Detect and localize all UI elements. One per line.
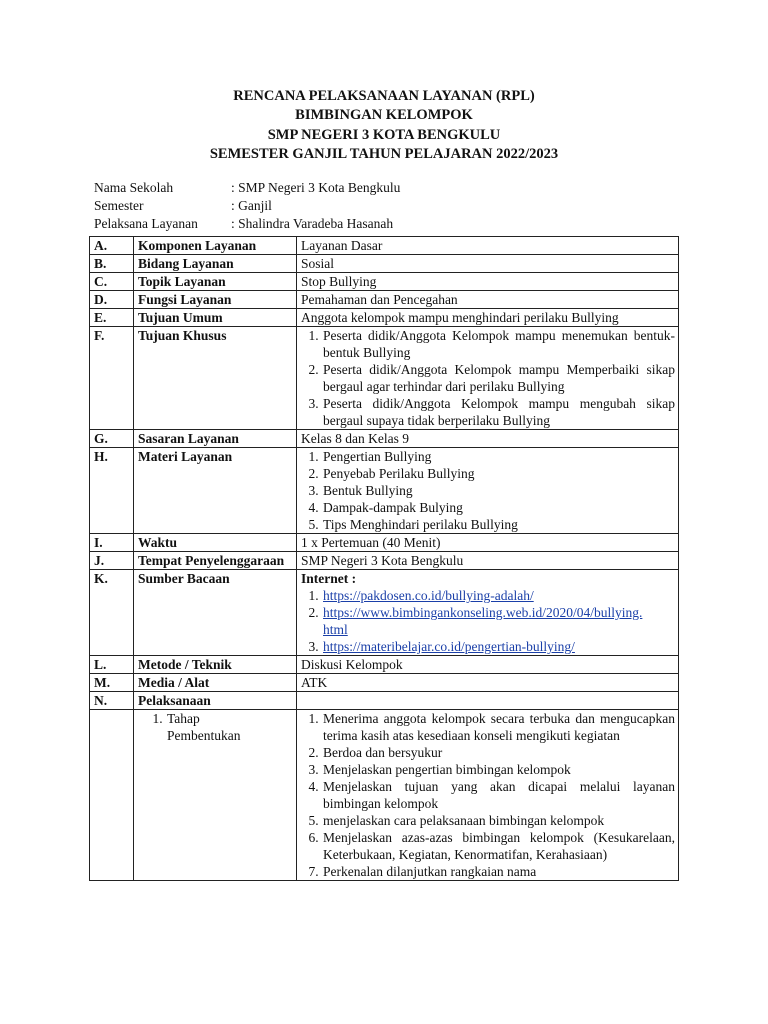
row-code: F. [90, 327, 134, 430]
table-row [90, 448, 679, 534]
table-row [90, 255, 679, 273]
table-row [90, 237, 679, 255]
row-label: Pelaksanaan [134, 692, 297, 710]
row-code: E. [90, 309, 134, 327]
list-item: 3. Menjelaskan pengertian bimbingan kelompok [322, 761, 675, 778]
doc-title-line3: SMP NEGERI 3 KOTA BENGKULU [267, 127, 501, 143]
row-label: Tujuan Umum [134, 309, 297, 327]
row-code: C. [90, 273, 134, 291]
row-value: Pemahaman dan Pencegahan [297, 291, 679, 309]
row-code [90, 710, 134, 881]
row-label: Tempat Penyelenggaraan [134, 552, 297, 570]
doc-title-line4: SEMESTER GANJIL TAHUN PELAJARAN 2022/2023 [209, 146, 559, 162]
sources-heading: Internet : [301, 571, 357, 586]
list-item: 5. menjelaskan cara pelaksanaan bimbingan kelompok [322, 812, 675, 829]
row-label: Tujuan Khusus [134, 327, 297, 430]
row-value: Layanan Dasar [297, 237, 679, 255]
meta-key: Nama Sekolah [94, 180, 174, 195]
list-item: 2. Berdoa dan bersyukur [322, 744, 675, 761]
row-value [297, 327, 679, 430]
stage-steps [297, 710, 679, 881]
list-item: 3. Peserta didik/Anggota Kelompok mampu mengubah sikap bergaul supaya tidak berperilaku Bullying [322, 395, 675, 429]
source-link[interactable]: https://www.bimbingankonseling.web.id/2020/04/bullying.html [323, 605, 643, 637]
list-item: 1. Pengertian Bullying [322, 448, 675, 465]
list-item [322, 604, 675, 638]
row-value: Anggota kelompok mampu menghindari perilaku Bullying [297, 309, 679, 327]
source-link[interactable]: https://pakdosen.co.id/bullying-adalah/ [323, 588, 534, 603]
list-item: 4. Menjelaskan tujuan yang akan dicapai melalui layanan bimbingan kelompok [322, 778, 675, 812]
row-value: ATK [297, 674, 679, 692]
row-code: D. [90, 291, 134, 309]
row-code: H. [90, 448, 134, 534]
table-row [90, 327, 679, 430]
meta-executor [94, 215, 393, 232]
row-label: Topik Layanan [134, 273, 297, 291]
row-value: Sosial [297, 255, 679, 273]
row-label: Komponen Layanan [134, 237, 297, 255]
meta-school [94, 179, 400, 196]
rpl-table [89, 236, 679, 881]
row-code: A. [90, 237, 134, 255]
table-row [90, 552, 679, 570]
table-row [90, 291, 679, 309]
list-item: 2. Penyebab Perilaku Bullying [322, 465, 675, 482]
table-row [90, 692, 679, 710]
stage-list [140, 710, 293, 744]
table-row [90, 534, 679, 552]
row-label: Media / Alat [134, 674, 297, 692]
sources-list [301, 587, 675, 655]
materi-list [301, 448, 675, 533]
row-value: Stop Bullying [297, 273, 679, 291]
steps-list [301, 710, 675, 880]
row-code: L. [90, 656, 134, 674]
stage-cell [134, 710, 297, 881]
meta-semester [94, 197, 272, 214]
row-value [297, 448, 679, 534]
row-value [297, 692, 679, 710]
list-item: 1. Menerima anggota kelompok secara terbuka dan mengucapkan terima kasih atas kesediaan konseli mengikuti kegiatan [322, 710, 675, 744]
list-item: 7. Perkenalan dilanjutkan rangkaian nama [322, 863, 675, 880]
row-label: Bidang Layanan [134, 255, 297, 273]
list-item [322, 638, 675, 655]
table-row [90, 656, 679, 674]
stage-name: 1. Tahap Pembentukan [166, 710, 257, 744]
table-row [90, 309, 679, 327]
table-row [90, 273, 679, 291]
source-link[interactable]: https://materibelajar.co.id/pengertian-bullying/ [323, 639, 575, 654]
row-value: Kelas 8 dan Kelas 9 [297, 430, 679, 448]
doc-title-line1: RENCANA PELAKSANAAN LAYANAN (RPL) [233, 88, 535, 104]
meta-key: Pelaksana Layanan [94, 216, 198, 231]
table-row [90, 710, 679, 881]
list-item: 6. Menjelaskan azas-azas bimbingan kelompok (Kesukarelaan, Keterbukaan, Kegiatan, Kenormatifan, Kerahasiaan) [322, 829, 675, 863]
row-code: M. [90, 674, 134, 692]
row-value: Diskusi Kelompok [297, 656, 679, 674]
table-row [90, 430, 679, 448]
row-code: K. [90, 570, 134, 656]
meta-key: Semester [94, 198, 144, 213]
row-label: Sumber Bacaan [134, 570, 297, 656]
list-item: 2. Peserta didik/Anggota Kelompok mampu Memperbaiki sikap bergaul agar terhindar dari perilaku Bullying [322, 361, 675, 395]
list-item: 4. Dampak-dampak Bulying [322, 499, 675, 516]
row-code: B. [90, 255, 134, 273]
meta-value: : Shalindra Varadeba Hasanah [231, 216, 394, 231]
meta-value: : SMP Negeri 3 Kota Bengkulu [231, 180, 401, 195]
list-item [322, 587, 675, 604]
list-item: 3. Bentuk Bullying [322, 482, 675, 499]
row-value: 1 x Pertemuan (40 Menit) [297, 534, 679, 552]
list-item: 1. Peserta didik/Anggota Kelompok mampu menemukan bentuk-bentuk Bullying [322, 327, 675, 361]
meta-value: : Ganjil [231, 198, 272, 213]
table-row [90, 570, 679, 656]
tujuan-khusus-list [301, 327, 675, 429]
row-value [297, 570, 679, 656]
list-item: 5. Tips Menghindari perilaku Bullying [322, 516, 675, 533]
row-label: Waktu [134, 534, 297, 552]
row-value: SMP Negeri 3 Kota Bengkulu [297, 552, 679, 570]
row-code: G. [90, 430, 134, 448]
row-code: J. [90, 552, 134, 570]
row-label: Materi Layanan [134, 448, 297, 534]
doc-title-line2: BIMBINGAN KELOMPOK [295, 107, 473, 123]
row-code: N. [90, 692, 134, 710]
row-label: Metode / Teknik [134, 656, 297, 674]
row-code: I. [90, 534, 134, 552]
table-row [90, 674, 679, 692]
row-label: Fungsi Layanan [134, 291, 297, 309]
row-label: Sasaran Layanan [134, 430, 297, 448]
